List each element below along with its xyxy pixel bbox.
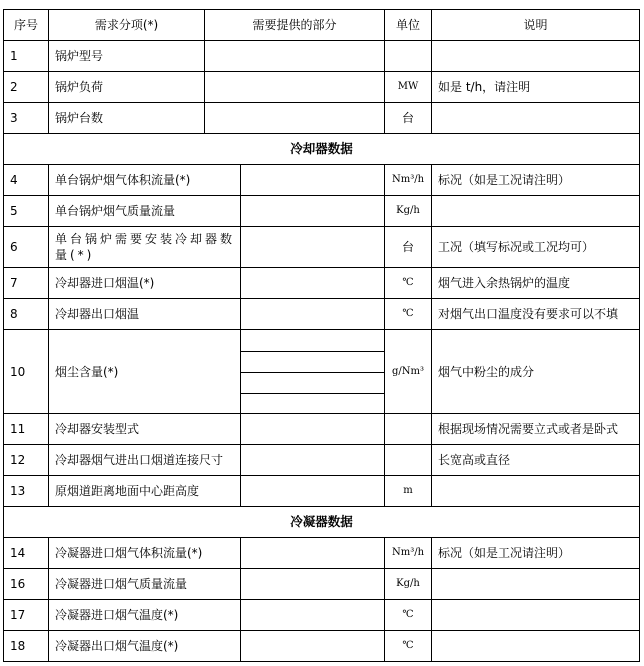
- row-item: 冷凝器进口烟气质量流量: [48, 568, 240, 599]
- row-note: 根据现场情况需要立式或者是卧式: [431, 413, 640, 444]
- row-item: 原烟道距离地面中心距高度: [48, 475, 240, 506]
- row-no: 4: [3, 164, 48, 195]
- row-no: 17: [3, 599, 48, 630]
- row-unit: Nm³/h: [384, 537, 431, 568]
- row-no: 3: [3, 102, 48, 133]
- row-unit: [384, 40, 431, 71]
- row-value-input[interactable]: [240, 164, 384, 195]
- row-item: 锅炉台数: [48, 102, 204, 133]
- row-note: [431, 568, 640, 599]
- row-unit: [384, 444, 431, 475]
- row-value-input-group[interactable]: [240, 329, 384, 413]
- row-note: 工况（填写标况或工况均可）: [431, 226, 640, 267]
- row-value-input[interactable]: [240, 475, 384, 506]
- row-note: [431, 40, 640, 71]
- row-note: 烟气中粉尘的成分: [431, 329, 640, 413]
- row-item: 锅炉负荷: [48, 71, 204, 102]
- table-row: [3, 267, 640, 298]
- row-unit: ℃: [384, 630, 431, 661]
- row-value-input[interactable]: [204, 102, 384, 133]
- row-no: 10: [3, 329, 48, 413]
- row-item: 冷凝器进口烟气体积流量(*): [48, 537, 240, 568]
- row-note: [431, 102, 640, 133]
- table-row: [3, 413, 640, 444]
- row-item: 冷却器出口烟温: [48, 298, 240, 329]
- row-item: 冷凝器出口烟气温度(*): [48, 630, 240, 661]
- sub-divider: [241, 393, 384, 394]
- row-note: [431, 630, 640, 661]
- row-item: 烟尘含量(*): [48, 329, 240, 413]
- header-item: 需求分项(*): [48, 9, 204, 40]
- header-unit: 单位: [384, 9, 431, 40]
- header-value: 需要提供的部分: [204, 9, 384, 40]
- table-bottom-border: [3, 661, 640, 662]
- table-row: [3, 329, 640, 413]
- table-row: [3, 444, 640, 475]
- row-note: 对烟气出口温度没有要求可以不填: [431, 298, 640, 329]
- row-no: 7: [3, 267, 48, 298]
- row-note: [431, 195, 640, 226]
- section-header-condenser: [3, 506, 640, 537]
- row-unit: MW: [384, 71, 431, 102]
- header-note: 说明: [431, 9, 640, 40]
- row-no: 5: [3, 195, 48, 226]
- sub-divider: [241, 351, 384, 352]
- row-value-input[interactable]: [240, 630, 384, 661]
- row-value-input[interactable]: [240, 226, 384, 267]
- table-row: [3, 475, 640, 506]
- row-no: 14: [3, 537, 48, 568]
- row-value-input[interactable]: [240, 267, 384, 298]
- row-item: 锅炉型号: [48, 40, 204, 71]
- row-no: 6: [3, 226, 48, 267]
- table-row: [3, 164, 640, 195]
- table-row: [3, 568, 640, 599]
- row-note: 如是 t/h，请注明: [431, 71, 640, 102]
- table-row: [3, 71, 640, 102]
- row-unit: ℃: [384, 599, 431, 630]
- row-no: 12: [3, 444, 48, 475]
- table-row: [3, 195, 640, 226]
- table-row: [3, 298, 640, 329]
- row-value-input[interactable]: [240, 599, 384, 630]
- row-value-input[interactable]: [240, 413, 384, 444]
- row-no: 13: [3, 475, 48, 506]
- section-title: 冷却器数据: [3, 133, 640, 164]
- row-unit: 台: [384, 226, 431, 267]
- row-note: 标况（如是工况请注明）: [431, 164, 640, 195]
- table-row: [3, 599, 640, 630]
- row-item: 单台锅炉烟气质量流量: [48, 195, 240, 226]
- section-header-cooler: [3, 133, 640, 164]
- row-item: 单台锅炉需要安装冷却器数量(*): [48, 226, 240, 267]
- row-unit: Kg/h: [384, 195, 431, 226]
- row-value-input[interactable]: [204, 40, 384, 71]
- row-item: 冷凝器进口烟气温度(*): [48, 599, 240, 630]
- row-no: 1: [3, 40, 48, 71]
- row-value-input[interactable]: [240, 568, 384, 599]
- row-item: 冷却器进口烟温(*): [48, 267, 240, 298]
- row-unit: ℃: [384, 267, 431, 298]
- row-item: 冷却器烟气进出口烟道连接尺寸: [48, 444, 240, 475]
- table-row: [3, 40, 640, 71]
- table-header: [3, 9, 640, 40]
- row-no: 18: [3, 630, 48, 661]
- row-item: 冷却器安装型式: [48, 413, 240, 444]
- row-unit: Kg/h: [384, 568, 431, 599]
- row-value-input[interactable]: [240, 537, 384, 568]
- table-row: [3, 226, 640, 267]
- table-row: [3, 630, 640, 661]
- row-no: 16: [3, 568, 48, 599]
- row-note: 长宽高或直径: [431, 444, 640, 475]
- row-value-input[interactable]: [240, 298, 384, 329]
- row-value-input[interactable]: [204, 71, 384, 102]
- row-no: 8: [3, 298, 48, 329]
- row-note: 烟气进入余热锅炉的温度: [431, 267, 640, 298]
- row-item: 单台锅炉烟气体积流量(*): [48, 164, 240, 195]
- row-no: 2: [3, 71, 48, 102]
- row-unit: 台: [384, 102, 431, 133]
- header-no: 序号: [3, 9, 48, 40]
- row-unit: m: [384, 475, 431, 506]
- table-row: [3, 537, 640, 568]
- table-row: [3, 102, 640, 133]
- row-unit: g/Nm³: [384, 329, 431, 413]
- row-unit: ℃: [384, 298, 431, 329]
- sub-divider: [241, 372, 384, 373]
- row-note: 标况（如是工况请注明）: [431, 537, 640, 568]
- row-unit: Nm³/h: [384, 164, 431, 195]
- row-value-input[interactable]: [240, 195, 384, 226]
- row-note: [431, 475, 640, 506]
- row-note: [431, 599, 640, 630]
- row-no: 11: [3, 413, 48, 444]
- row-value-input[interactable]: [240, 444, 384, 475]
- row-unit: [384, 413, 431, 444]
- section-title: 冷凝器数据: [3, 506, 640, 537]
